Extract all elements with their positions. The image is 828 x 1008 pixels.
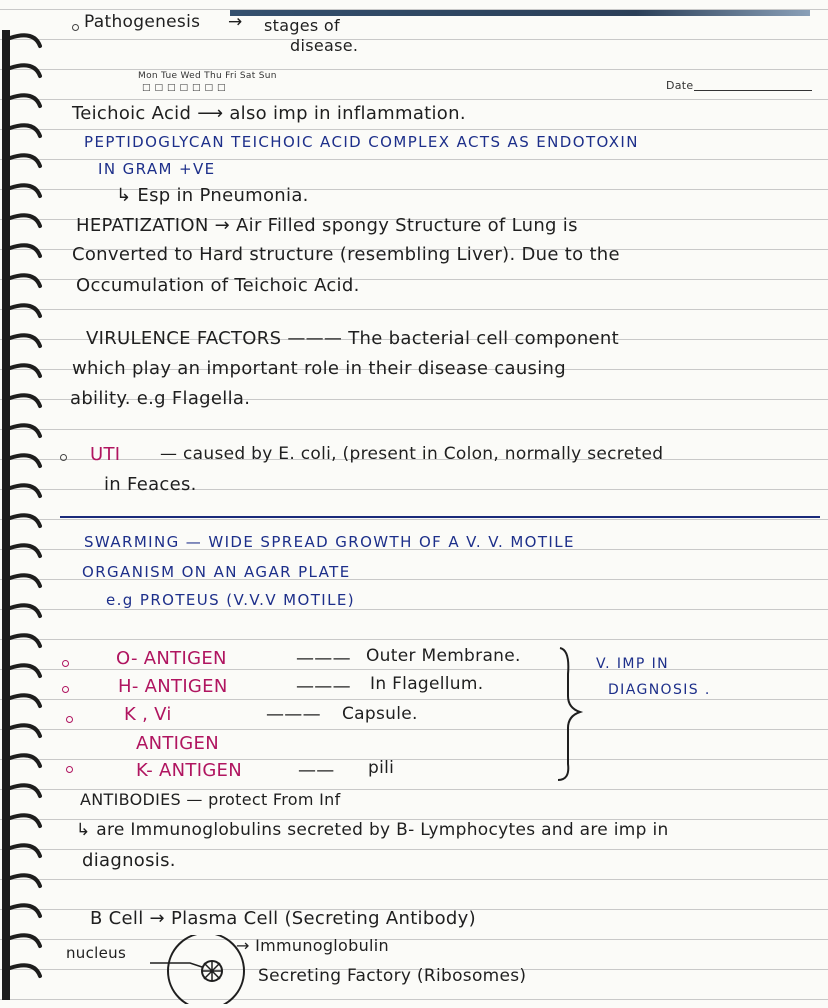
antigen-dash: —— (298, 760, 335, 781)
header-disease: disease. (290, 36, 359, 55)
bullet-dot (62, 686, 69, 693)
bullet-dot (60, 454, 67, 461)
weekday-boxes: □□□□□□□ (142, 83, 230, 93)
swarming-line-1: SWARMING — WIDE SPREAD GROWTH OF A V. V. MOTILE (84, 533, 575, 551)
antigen-name: K- ANTIGEN (136, 760, 242, 781)
antigen-name: H- ANTIGEN (118, 676, 228, 697)
virulence-line-2: which play an important role in their disease causing (72, 358, 566, 379)
spiral-binding (0, 18, 48, 1008)
section-divider (60, 516, 820, 518)
antigen-name: O- ANTIGEN (116, 648, 227, 669)
uti-line-2: in Feaces. (104, 474, 197, 495)
teichoic-line-1: Teichoic Acid ⟶ also imp in inflammation. (72, 103, 466, 124)
immunoglobulin-label: → Immunoglobulin (236, 936, 389, 955)
antigen-name: K , Vi (124, 704, 172, 725)
date-label: Date (666, 79, 694, 92)
antigen-note-line-1: V. IMP IN (596, 656, 669, 672)
antigen-dash: ——— (296, 648, 351, 669)
header-stages: stages of (264, 16, 340, 35)
header-pathogenesis: Pathogenesis (84, 12, 201, 32)
antibodies-line-2: ↳ are Immunoglobulins secreted by B- Lymphocytes and are imp in (76, 820, 669, 840)
swarming-line-2: ORGANISM ON AN AGAR PLATE (82, 563, 351, 581)
antigen-dash: ——— (296, 676, 351, 697)
header-arrow: → (228, 12, 243, 32)
antibodies-line-1: ANTIBODIES — protect From Inf (80, 790, 341, 809)
antigen-site: pili (368, 758, 395, 778)
hepatization-line-2: Converted to Hard structure (resembling Liver). Due to the (72, 244, 620, 265)
hepatization-line-1: HEPATIZATION → Air Filled spongy Structure of Lung is (76, 215, 578, 236)
swarming-line-3: e.g PROTEUS (V.V.V MOTILE) (106, 591, 355, 609)
antigen-site: Outer Membrane. (366, 646, 521, 666)
antigen-note-line-2: DIAGNOSIS . (608, 682, 711, 698)
teichoic-line-3: IN GRAM +VE (98, 160, 216, 178)
factory-label: Secreting Factory (Ribosomes) (258, 966, 527, 986)
antigen-site: Capsule. (342, 704, 418, 724)
curly-brace (554, 644, 594, 784)
bullet-dot (66, 716, 73, 723)
date-line (694, 90, 812, 91)
nucleus-label: nucleus (66, 944, 127, 962)
teichoic-line-4: ↳ Esp in Pneumonia. (116, 185, 309, 206)
bullet-dot (72, 24, 79, 31)
uti-line-1: — caused by E. coli, (present in Colon, normally secreted (160, 444, 664, 464)
virulence-line-1: VIRULENCE FACTORS ——— The bacterial cell component (86, 328, 620, 349)
antigen-site: In Flagellum. (370, 674, 484, 694)
virulence-line-3: ability. e.g Flagella. (70, 388, 251, 409)
antigen-dash: ——— (266, 704, 321, 725)
antibodies-line-3: diagnosis. (82, 850, 176, 871)
plasma-cell-diagram (150, 935, 260, 1004)
antigen-name: ANTIGEN (136, 733, 219, 754)
bullet-dot (62, 660, 69, 667)
hepatization-line-3: Occumulation of Teichoic Acid. (76, 275, 360, 296)
bcell-line-1: B Cell → Plasma Cell (Secreting Antibody) (90, 908, 476, 929)
teichoic-line-2: PEPTIDOGLYCAN TEICHOIC ACID COMPLEX ACTS AS ENDOTOXIN (84, 133, 639, 151)
uti-term: UTI (90, 444, 121, 465)
weekday-strip: Mon Tue Wed Thu Fri Sat Sun (138, 71, 277, 81)
bullet-dot (66, 766, 73, 773)
